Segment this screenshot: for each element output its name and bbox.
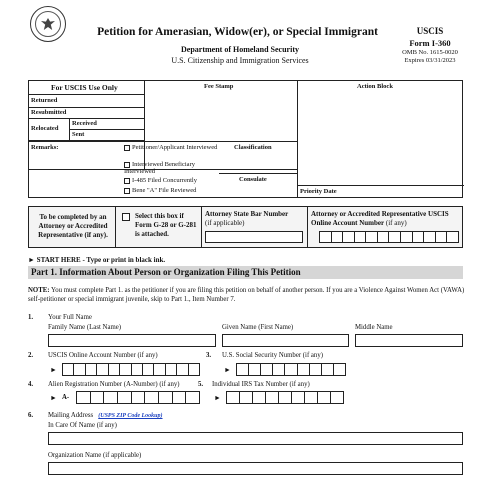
item-number-3: 3. [206,352,212,359]
uscis-use-only-block [28,80,463,198]
check-petitioner-interviewed[interactable]: Petitioner/Applicant Interviewed [124,144,219,151]
attorney-section [28,206,463,248]
check-beneficiary-interviewed[interactable]: Interviewed Beneficiary Interviewed [124,161,195,175]
arrow-icon: ► [214,394,221,402]
eagle-icon [41,18,55,30]
check-i485-filed[interactable]: I-485 Filed Concurrently [124,177,219,184]
checkbox[interactable] [124,145,130,151]
family-name-label: Family Name (Last Name) [48,324,122,331]
returned-label: Returned [31,97,58,104]
action-block-label: Action Block [357,83,393,90]
part1-note: NOTE: You must complete Part 1. as the petitioner if you are filing this petition on behalf of another person. If you are a Violence Against Women Act (VAWA) self-petitioner or special immigrant juvenile, skip to Part 1., Item Number 7. [28,287,465,303]
online-account-label: USCIS Online Account Number (if any) [48,352,158,359]
service-name: U.S. Citizenship and Immigration Services [171,56,309,65]
middle-name-input[interactable] [355,334,463,347]
a-number-prefix: A- [62,394,70,401]
checkbox[interactable] [124,178,130,184]
middle-name-label: Middle Name [355,324,393,331]
mailing-address-label: Mailing Address (USPS ZIP Code Lookup) [48,412,163,419]
care-of-input[interactable] [48,432,463,445]
organization-name-input[interactable] [48,462,463,475]
item-number-5: 5. [198,381,204,388]
uscis-use-heading: For USCIS Use Only [51,83,118,92]
irs-label: Individual IRS Tax Number (if any) [212,381,310,388]
agency-label: USCIS [416,26,444,36]
checkbox[interactable] [124,162,130,168]
expiration-date: Expires 03/31/2023 [404,57,456,64]
omb-number: OMB No. 1615-0020 [402,49,458,56]
start-here: ► START HERE - Type or print in black ink. [28,256,166,264]
organization-name-label: Organization Name (if applicable) [48,452,142,459]
fee-stamp-label: Fee Stamp [204,83,234,90]
bar-number-label: Attorney State Bar Number [205,210,289,218]
bar-number-sub: (if applicable) [205,219,245,227]
ssn-input[interactable] [236,363,346,376]
irs-input[interactable] [226,391,344,404]
arrow-icon: ► [224,366,231,374]
family-name-input[interactable] [48,334,216,347]
department-name: Department of Homeland Security [181,45,299,54]
checkbox[interactable] [124,188,130,194]
arrow-icon: ► [50,394,57,402]
care-of-label: In Care Of Name (if any) [48,422,117,429]
account-number-label: Attorney or Accredited Representative USCIS Online Account Number (if any) [311,210,449,227]
sent-label: Sent [72,131,85,138]
item-number-6: 6. [28,412,34,419]
form-title: Petition for Amerasian, Widow(er), or Special Immigrant [97,26,378,38]
remarks-label: Remarks: [31,144,59,151]
received-label: Received [72,120,97,127]
usps-zip-lookup-link[interactable]: (USPS ZIP Code Lookup) [98,413,163,419]
item-number-1: 1. [28,314,34,321]
g28-label: Select this box if Form G-28 or G-281 is attached. [135,212,197,238]
dhs-seal [30,6,66,42]
form-number: Form I-360 [409,38,451,48]
given-name-input[interactable] [222,334,349,347]
consulate-label: Consulate [239,176,267,183]
given-name-label: Given Name (First Name) [222,324,294,331]
relocated-label: Relocated [31,125,59,132]
part1-heading: Part 1. Information About Person or Organization Filing This Petition [28,266,463,279]
resubmitted-label: Resubmitted [31,109,67,116]
check-bene-file-reviewed[interactable]: Bene "A" File Reviewed [124,187,219,194]
online-account-input[interactable] [62,363,200,376]
a-number-label: Alien Registration Number (A-Number) (if any) [48,381,180,388]
classification-label: Classification [234,144,272,151]
priority-date-label: Priority Date [300,188,337,195]
attorney-instruction: To be completed by an Attorney or Accredited Representative (if any). [38,213,108,239]
arrow-icon: ► [50,366,57,374]
g28-checkbox[interactable] [122,213,130,221]
item-number-2: 2. [28,352,34,359]
a-number-input[interactable] [76,391,200,404]
item-number-4: 4. [28,381,34,388]
full-name-label: Your Full Name [48,314,92,321]
bar-number-input[interactable] [205,231,303,243]
ssn-label: U.S. Social Security Number (if any) [222,352,323,359]
attorney-account-number-input[interactable] [319,231,459,243]
